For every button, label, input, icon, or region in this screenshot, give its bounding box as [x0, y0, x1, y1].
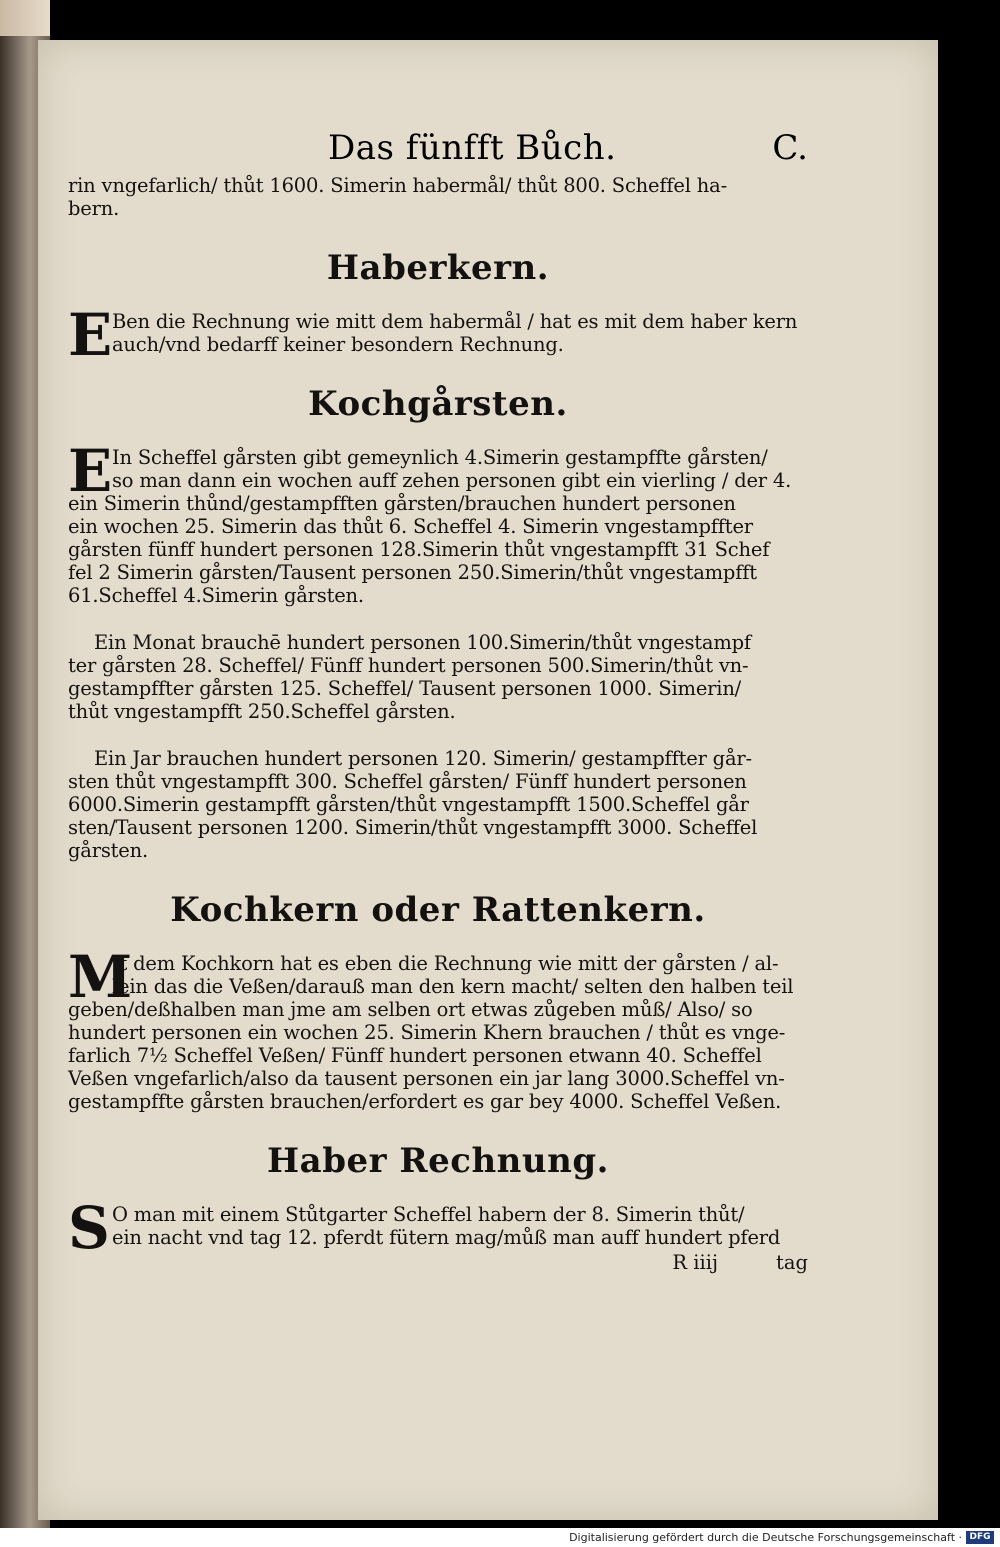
- section-heading: Haberkern.: [326, 248, 550, 288]
- running-mark: C.: [772, 128, 808, 168]
- paragraph: [68, 301, 808, 369]
- drop-cap: S: [68, 1194, 110, 1262]
- text-line: auch/vnd bedarff keiner besondern Rechnung.: [112, 333, 564, 356]
- text-line: ter gårsten 28. Scheffel/ Fünff hundert personen 500.Simerin/thůt vn-: [68, 654, 749, 677]
- catchword: tag: [776, 1251, 808, 1274]
- text-line: In Scheffel gårsten gibt gemeynlich 4.Simerin gestampffte gårsten/: [112, 446, 768, 469]
- text-line: gårsten fünff hundert personen 128.Simerin thůt vngestampfft 31 Schef: [68, 538, 770, 561]
- text-line: 6000.Simerin gestampfft gårsten/thůt vngestampfft 1500.Scheffel går: [68, 793, 749, 816]
- text-line: Ein Jar brauchen hundert personen 120. Simerin/ gestampffter går-: [94, 747, 752, 770]
- book-page: [38, 40, 938, 1520]
- signature-line: [68, 1251, 808, 1275]
- text-line: so man dann ein wochen auff zehen personen gibt ein vierling / der 4.: [112, 469, 792, 492]
- drop-cap: E: [68, 301, 113, 369]
- section-heading: Kochkern oder Rattenkern.: [170, 890, 706, 930]
- section-heading: Haber Rechnung.: [267, 1141, 609, 1181]
- text-line: bern.: [68, 197, 120, 220]
- text-line: ein Simerin thůnd/gestampfften gårsten/brauchen hundert personen: [68, 492, 736, 515]
- text-line: Ein Monat brauchē hundert personen 100.Simerin/thůt vngestampf: [94, 631, 751, 654]
- text-line: rin vngefarlich/ thůt 1600. Simerin habermål/ thůt 800. Scheffel ha-: [68, 174, 727, 197]
- text-line: sten/Tausent personen 1200. Simerin/thůt vngestampfft 3000. Scheffel: [68, 816, 758, 839]
- text-line: O man mit einem Stůtgarter Scheffel habern der 8. Simerin thůt/: [112, 1203, 745, 1226]
- text-line: It dem Kochkorn hat es eben die Rechnung wie mitt der gårsten / al-: [112, 952, 779, 975]
- text-line: farlich 7½ Scheffel Veßen/ Fünff hundert personen etwann 40. Scheffel: [68, 1044, 762, 1067]
- drop-cap: E: [68, 437, 113, 505]
- paragraph: [68, 747, 808, 862]
- running-title: Das fünfft Bůch.: [328, 128, 617, 168]
- text-line: ein wochen 25. Simerin das thůt 6. Scheffel 4. Simerin vngestampffter: [68, 515, 753, 538]
- text-line: geben/deßhalben man jme am selben ort etwas zůgeben můß/ Also/ so: [68, 998, 753, 1021]
- text-line: 61.Scheffel 4.Simerin gårsten.: [68, 584, 364, 607]
- text-line: Veßen vngefarlich/also da tausent personen ein jar lang 3000.Scheffel vn-: [68, 1067, 785, 1090]
- footer-credit: Digitalisierung gefördert durch die Deutsche Forschungsgemeinschaft ·: [569, 1531, 962, 1544]
- text-line: thůt vngestampfft 250.Scheffel gårsten.: [68, 700, 456, 723]
- digitization-footer: [0, 1528, 1000, 1547]
- drop-cap: M: [68, 943, 133, 1011]
- text-line: sten thůt vngestampfft 300. Scheffel gårsten/ Fünff hundert personen: [68, 770, 747, 793]
- paragraph: [68, 631, 808, 723]
- text-line: gårsten.: [68, 839, 148, 862]
- section-heading: Kochgårsten.: [308, 384, 568, 424]
- signature-mark: R iiij: [672, 1251, 718, 1274]
- text-line: ein nacht vnd tag 12. pferdt fütern mag/můß man auff hundert pferd: [112, 1226, 781, 1249]
- text-line: lein das die Veßen/darauß man den kern macht/ selten den halben teil: [112, 975, 794, 998]
- page-text: [68, 174, 808, 1275]
- running-head: [68, 128, 808, 178]
- dfg-logo-icon: DFG: [966, 1531, 994, 1544]
- spine-edge: [0, 0, 50, 36]
- text-line: hundert personen ein wochen 25. Simerin Khern brauchen / thůt es vnge-: [68, 1021, 786, 1044]
- text-line: gestampffte gårsten brauchen/erfordert es gar bey 4000. Scheffel Veßen.: [68, 1090, 782, 1113]
- text-line: Ben die Rechnung wie mitt dem habermål / hat es mit dem haber kern: [112, 310, 798, 333]
- paragraph: [68, 1194, 808, 1262]
- text-line: fel 2 Simerin gårsten/Tausent personen 250.Simerin/thůt vngestampfft: [68, 561, 757, 584]
- text-line: gestampffter gårsten 125. Scheffel/ Tausent personen 1000. Simerin/: [68, 677, 742, 700]
- intro-paragraph: [68, 174, 808, 220]
- paragraph: [68, 943, 808, 1113]
- paragraph: [68, 437, 808, 607]
